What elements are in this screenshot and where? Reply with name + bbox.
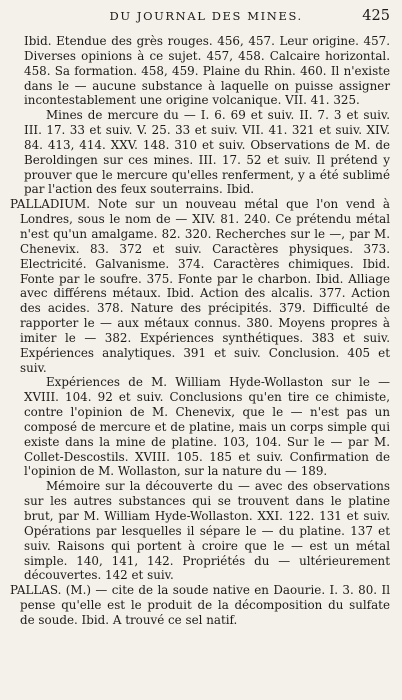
index-entry-palladium: PALLADIUM. Note sur un nouveau métal que l'on vend à Londres, sous le nom de — XIV. 81. 240. Ce prétendu métal n'est qu'un amalgame. 82. 320. Recherches sur le —, par M. Chenevix. 83. 372 et suiv. Caractères physiques. 373. Electricité. Galvanisme. 374. Caractères chimiques. Ibid. Fonte par le soufre. 375. Fonte par le charbon. Ibid. Alliage avec différens métaux. Ibid. Action des alcalis. 377. Action des acides. 378. Nature des précipités. 379. Difficulté de rapporter le — aux métaux connus. 380. Moyens propres à imiter le — 382. Expériences synthétiques. 383 et suiv. Expériences analytiques. 391 et suiv. Conclusion. 405 et suiv. (10, 197, 390, 375)
page-number: 425 (362, 8, 390, 24)
index-body (10, 34, 390, 628)
index-paragraph: Mémoire sur la découverte du — avec des observations sur les autres substances qui se trouvent dans le platine brut, par M. William Hyde-Wollaston. XXI. 122. 131 et suiv. Opérations par lesquelles il sépare le — du platine. 137 et suiv. Raisons qui portent à croire que le — est un métal simple. 140, 141, 142. Propriétés du — ultérieurement découvertes. 142 et suiv. (24, 479, 390, 583)
running-title: DU JOURNAL DES MINES. (109, 9, 303, 23)
index-paragraph: Mines de mercure du — I. 6. 69 et suiv. II. 7. 3 et suiv. III. 17. 33 et suiv. V. 25. 33 et suiv. VII. 41. 321 et suiv. XIV. 84. 413, 414. XXV. 148. 310 et suiv. Observations de M. de Beroldingen sur ces mines. III. 17. 52 et suiv. Il prétend y prouver que le mercure qu'elles renferment, y a été sublimé par l'action des feux souterrains. Ibid. (24, 108, 390, 197)
index-paragraph: Ibid. Etendue des grès rouges. 456, 457. Leur origine. 457. Diverses opinions à ce sujet. 457, 458. Calcaire horizontal. 458. Sa formation. 458, 459. Plaine du Rhin. 460. Il n'existe dans le — aucune substance à laquelle on puisse assigner incontestablement une origine volcanique. VII. 41. 325. (24, 34, 390, 108)
page-header (10, 8, 390, 32)
index-paragraph: Expériences de M. William Hyde-Wollaston sur le — XVIII. 104. 92 et suiv. Conclusions qu'en tire ce chimiste, contre l'opinion de M. Chenevix, que le — n'est pas un composé de mercure et de platine, mais un corps simple qui existe dans la mine de platine. 103, 104. Sur le — par M. Collet-Descostils. XVIII. 105. 185 et suiv. Confirmation de l'opinion de M. Wollaston, sur la nature du — 189. (24, 375, 390, 479)
index-entry-pallas: PALLAS. (M.) — cite de la soude native en Daourie. I. 3. 80. Il pense qu'elle est le produit de la décomposition du sulfate de soude. Ibid. A trouvé ce sel natif. (10, 583, 390, 627)
